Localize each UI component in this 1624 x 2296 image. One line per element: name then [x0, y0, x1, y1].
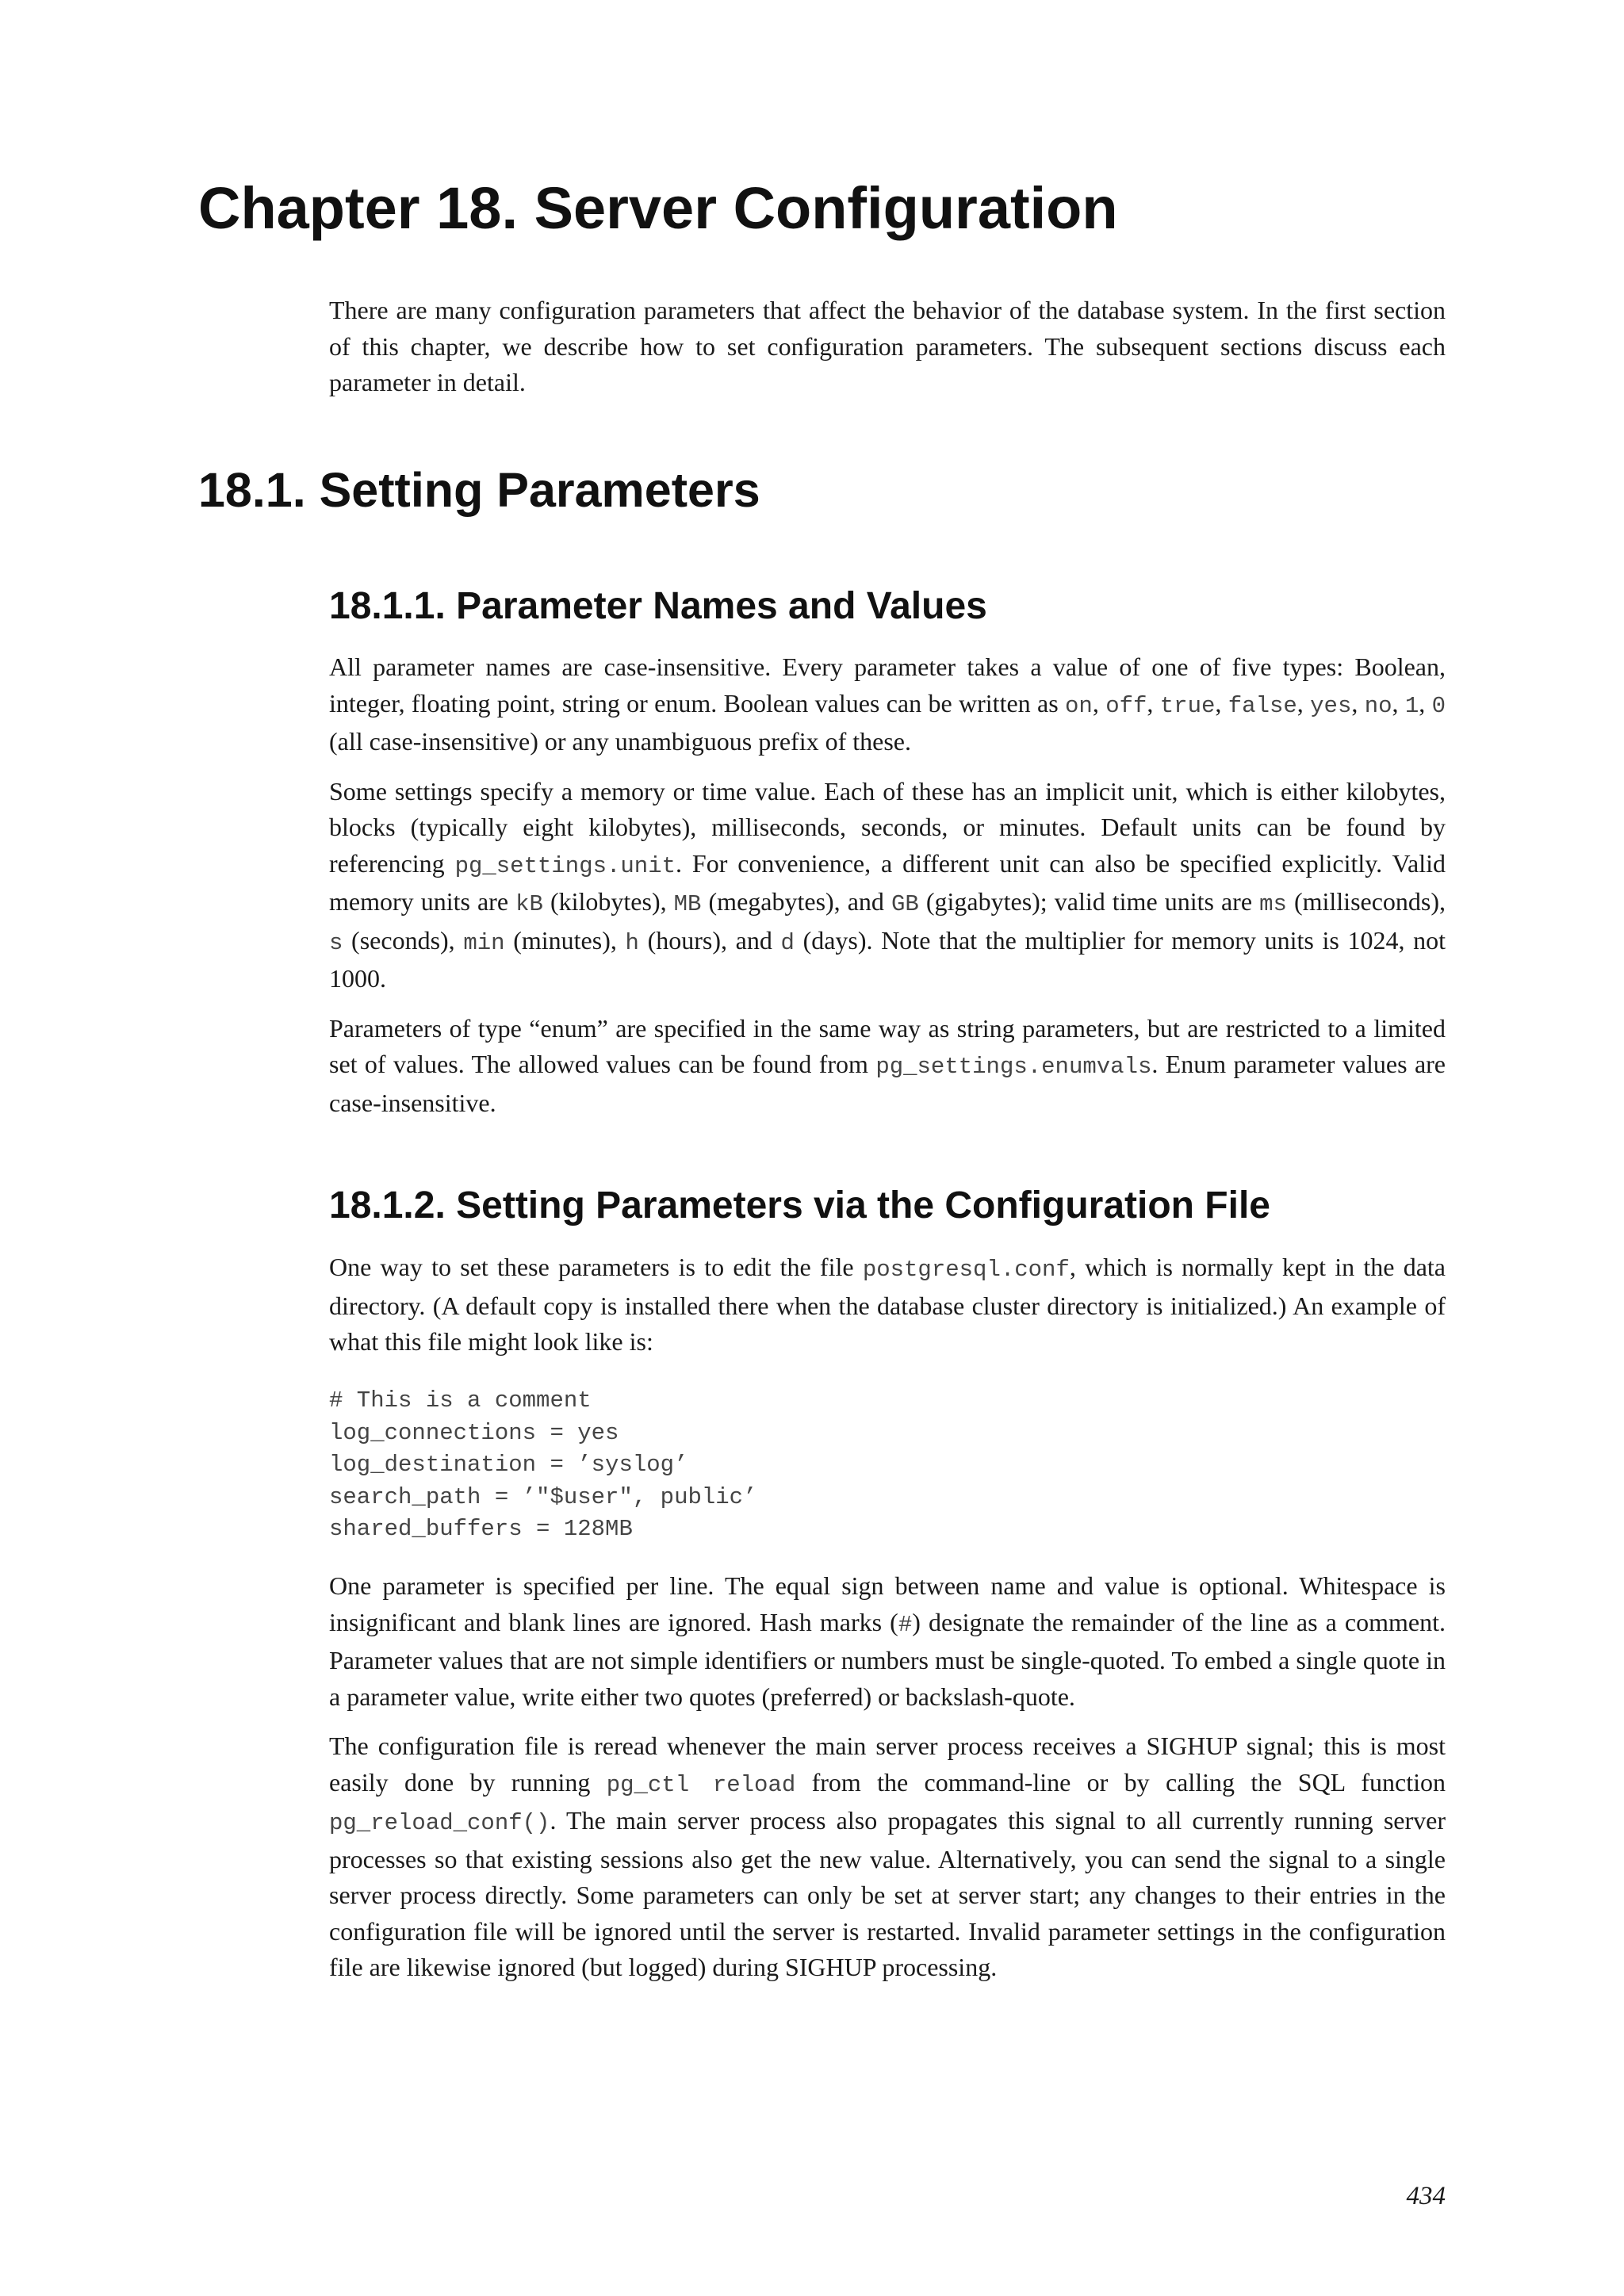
chapter-intro: [329, 293, 1446, 401]
code-line: log_destination = ’syslog’: [329, 1452, 688, 1478]
code-unit-s: s: [329, 929, 343, 956]
subsection-title-18-1-2: 18.1.2. Setting Parameters via the Configuration File: [329, 1184, 1270, 1226]
code-pg-settings-unit: pg_settings.unit: [454, 852, 676, 879]
paragraph-config-syntax: One parameter is specified per line. The equal sign between name and value is optional. Whitespace is insignificant and blank lines are ignored. Hash marks (#) designate the remainder of the line as a comment. Parameter values that are not simple identifiers or numbers must be single-quoted. To embed a single quote in a parameter value, write either two quotes (preferred) or backslash-quote.: [329, 1571, 1446, 1711]
paragraph-config-file: One way to set these parameters is to edit the file postgresql.conf, which is normally kept in the data directory. (A default copy is installed there when the database cluster directory is initialized.) An example of what this file might look like is:: [329, 1253, 1446, 1356]
subsection-18-1-2-intro: [329, 1249, 1446, 1360]
code-value-off: off: [1105, 692, 1147, 719]
code-line: # This is a comment: [329, 1387, 592, 1414]
code-value-yes: yes: [1310, 692, 1352, 719]
code-value-on: on: [1065, 692, 1093, 719]
paragraph-config-reload: The configuration file is reread whenever the main server process receives a SIGHUP signal; this is most easily done by running pg_ctl reload from the command-line or by calling the SQL function pg_reload_conf(). The main server process also propagates this signal to all currently running server processes so that existing sessions also get the new value. Alternatively, you can send the signal to a single server process directly. Some parameters can only be set at server start; any changes to their entries in the configuration file will be ignored until the server is restarted. Invalid parameter settings in the configuration file are likewise ignored (but logged) during SIGHUP processing.: [329, 1732, 1446, 1981]
code-line: shared_buffers = 128MB: [329, 1516, 633, 1542]
section-title-18-1: 18.1. Setting Parameters: [198, 463, 760, 517]
code-value-1: 1: [1404, 692, 1419, 719]
code-pg-ctl-reload: pg_ctl reload: [606, 1771, 796, 1798]
subsection-18-1-1-body: [329, 649, 1446, 1121]
page-number: 434: [1406, 2182, 1446, 2210]
paragraph-enum-parameters: Parameters of type “enum” are specified in the same way as string parameters, but are restricted to a limited set of values. The allowed values can be found from pg_settings.enumvals. Enum parameter values are case-insensitive.: [329, 1013, 1446, 1117]
code-value-no: no: [1364, 692, 1392, 719]
code-unit-d: d: [780, 929, 795, 956]
config-example-code-block: [329, 1385, 757, 1546]
code-postgresql-conf: postgresql.conf: [862, 1257, 1070, 1283]
subsection-18-1-2-body: [329, 1568, 1446, 1986]
code-line: search_path = ’"$user", public’: [329, 1483, 757, 1510]
code-unit-mb: MB: [673, 891, 702, 917]
paragraph-parameter-types: All parameter names are case-insensitive. Every parameter takes a value of one of five types: Boolean, integer, floating point, string or enum. Boolean values can be written as on, off, true, false, yes, no, 1, 0 (all case-insensitive) or any unambiguous prefix of these.: [329, 652, 1446, 756]
code-pg-settings-enumvals: pg_settings.enumvals: [875, 1054, 1152, 1080]
chapter-title: Chapter 18. Server Configuration: [198, 175, 1118, 241]
code-pg-reload-conf: pg_reload_conf(): [329, 1810, 550, 1836]
subsection-title-18-1-1: 18.1.1. Parameter Names and Values: [329, 585, 987, 627]
code-line: log_connections = yes: [329, 1419, 619, 1446]
intro-paragraph: There are many configuration parameters that affect the behavior of the database system. In the first section of this chapter, we describe how to set configuration parameters. The subsequent sections discuss each parameter in detail.: [329, 296, 1446, 396]
code-value-false: false: [1228, 692, 1297, 719]
code-unit-gb: GB: [891, 891, 919, 917]
code-unit-min: min: [463, 929, 505, 956]
code-hash-mark: #: [898, 1611, 913, 1638]
paragraph-memory-time-units: Some settings specify a memory or time value. Each of these has an implicit unit, which is either kilobytes, blocks (typically eight kilobytes), milliseconds, seconds, or minutes. Default units can be found by referencing pg_settings.unit. For convenience, a different unit can also be specified explicitly. Valid memory units are kB (kilobytes), MB (megabytes), and GB (gigabytes); valid time units are ms (milliseconds), s (seconds), min (minutes), h (hours), and d (days). Note that the multiplier for memory units is 1024, not 1000.: [329, 776, 1446, 993]
code-value-true: true: [1159, 692, 1216, 719]
code-unit-h: h: [625, 929, 639, 956]
code-value-0: 0: [1431, 692, 1446, 719]
code-unit-ms: ms: [1259, 891, 1287, 917]
code-unit-kb: kB: [515, 891, 543, 917]
